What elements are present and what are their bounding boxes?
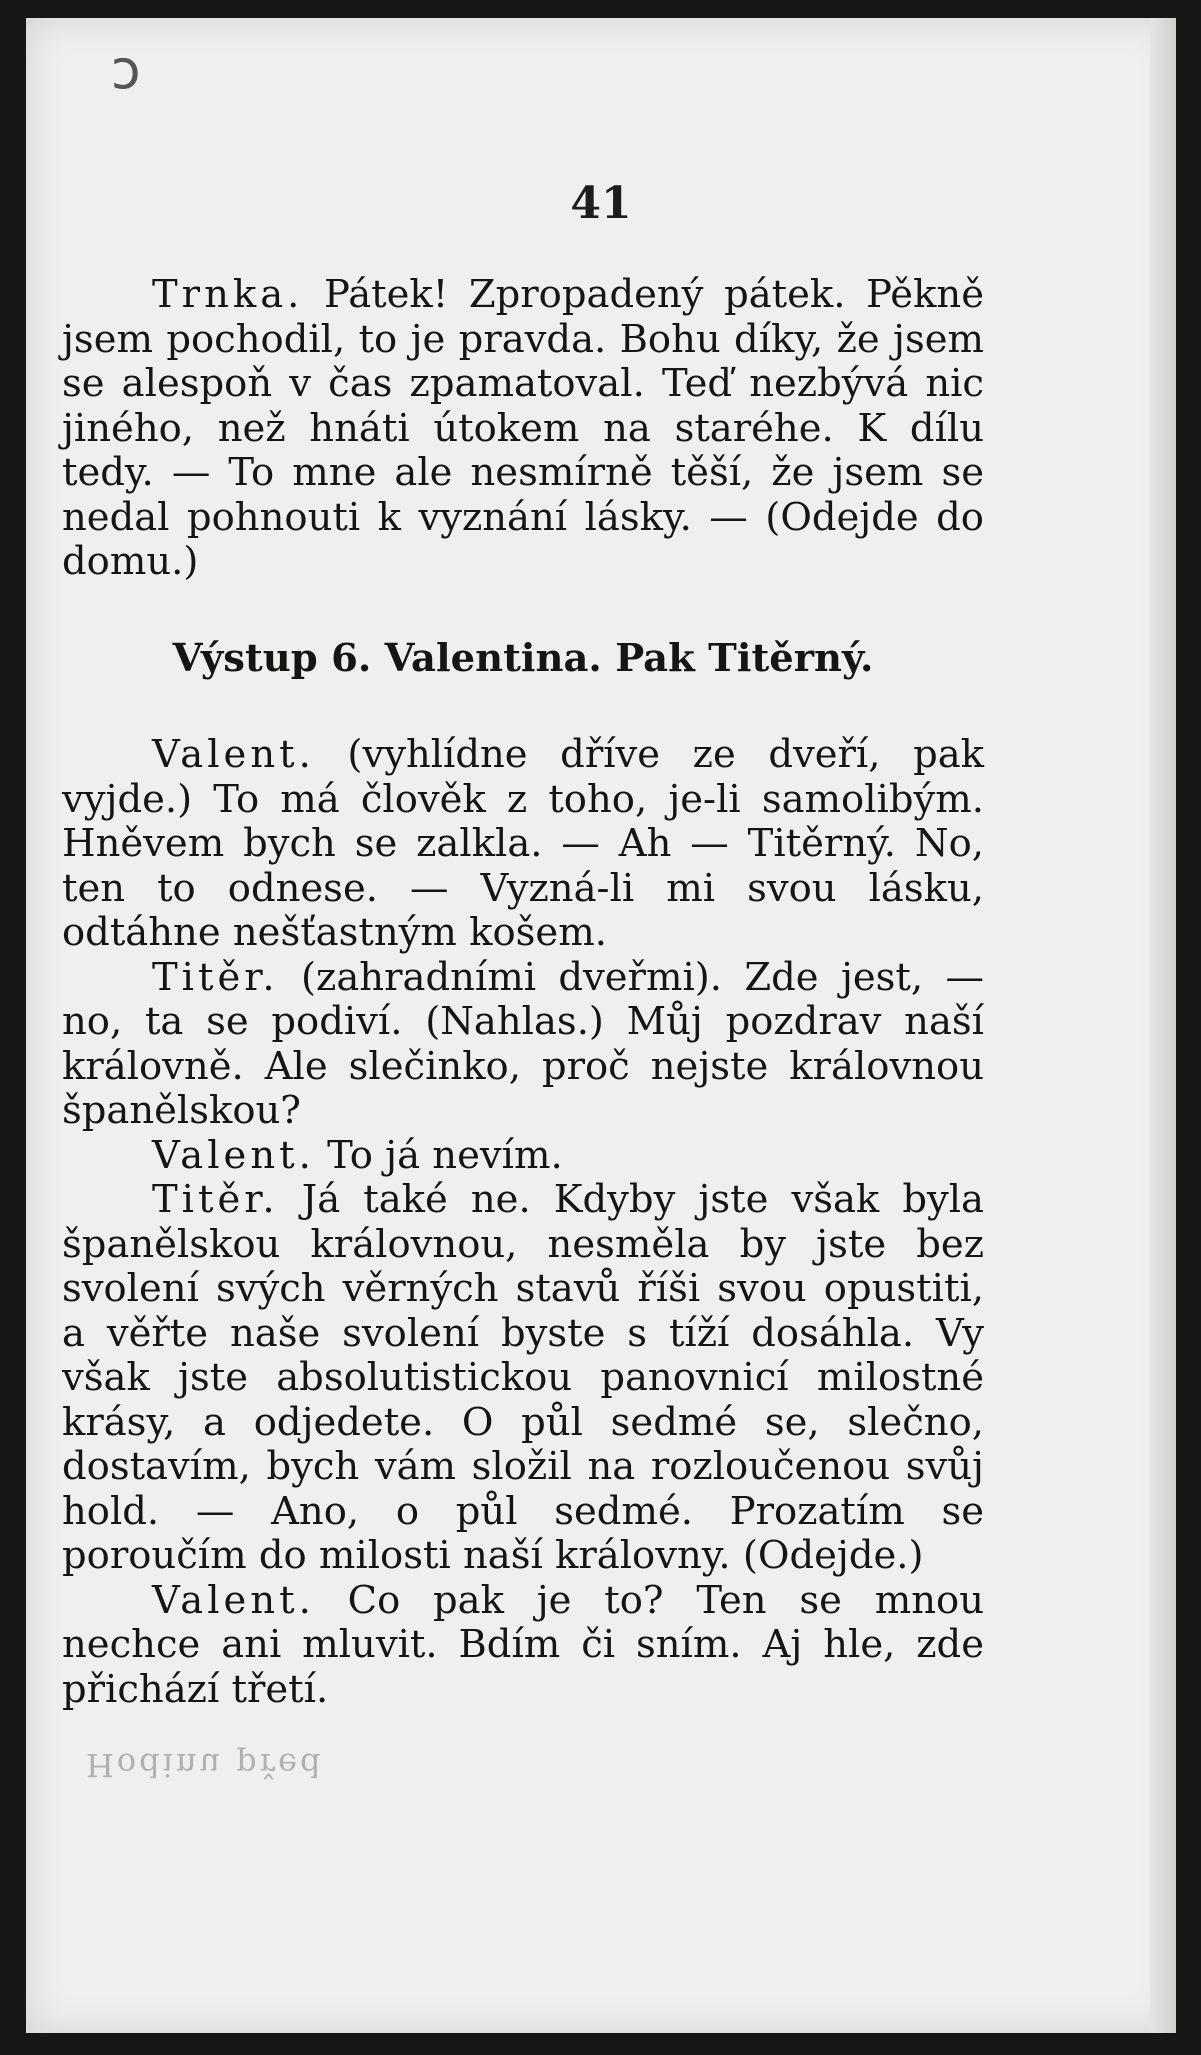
paragraph-text: (vyhlídne dříve ze dveří, pak vyjde.) To má člověk z toho, je-li samolibým. Hněvem bych se zalkla. — Ah — Titěrný. No, ten to odnese. — Vyzná-li mi svou lásku, odtáhne nešťastným košem. [62,732,984,955]
scan-mark: ↄ [111,38,141,101]
book-page [26,18,1176,2033]
speaker-name: Valent. [152,1132,315,1178]
bleed-through-text: Hodinu před [86,1746,324,1784]
paragraph-text: Co pak je to? Ten se mnou nechce ani mluvit. Bdím či sním. Aj hle, zde přichází třetí. [62,1577,984,1712]
speaker-name: Titěr. [152,954,279,1000]
speaker-name: Titěr. [152,1177,279,1222]
page-text [62,273,984,1712]
paragraph [62,956,984,1134]
page-gutter [1150,18,1176,2033]
paragraph-text: Já také ne. Kdyby jste však byla španělskou královnou, nesměla by jste bez svolení svých věrných stavů říši svou opustiti, a věřte naše svolení byste s tíží dosáhla. Vy však jste absolutistickou panovnicí milostné krásy, a odjedete. O půl sedmé se, slečno, dostavím, bych vám složil na rozloučenou svůj hold. — Ano, o půl sedmé. Prozatím se poroučím do milosti naší královny. (Odejde.) [62,1177,984,1578]
paragraph [62,273,984,585]
scene-heading: Výstup 6. Valentina. Pak Titěrný. [172,635,874,681]
paragraph [62,1579,984,1713]
paragraph [62,1134,984,1179]
page-number: 41 [570,178,632,229]
paragraph-text: (zahradními dveřmi). Zde jest, — no, ta se podiví. (Nahlas.) Můj pozdrav naší královně. Ale slečinko, proč nejste královnou španělskou? [62,954,984,1133]
paragraph-text: Pátek! Zpropadený pátek. Pěkně jsem pochodil, to je pravda. Bohu díky, že jsem se alespoň v čas zpamatoval. Teď nezbývá nic jiného, než hnáti útokem na staréhe. K dílu tedy. — To mne ale nesmírně těší, že jsem se nedal pohnouti k vyznání lásky. — (Odejde do domu.) [62,272,984,584]
speaker-name: Valent. [152,732,315,777]
paragraph-text: To já nevím. [314,1132,563,1178]
speaker-name: Trnka. [152,272,304,317]
paragraph [62,733,984,956]
paragraph [62,1178,984,1579]
speaker-name: Valent. [152,1577,315,1623]
